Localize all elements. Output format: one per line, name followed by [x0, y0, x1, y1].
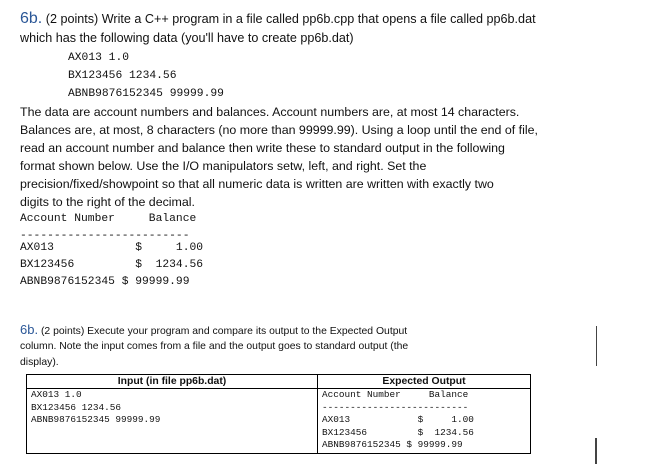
output-line: BX123456 $ 1234.56 — [322, 426, 474, 438]
data-line: ABNB9876152345 99999.99 — [68, 88, 224, 100]
body-line: read an account number and balance then write these to standard output in the following — [20, 141, 505, 155]
question-number: 6b. — [20, 10, 43, 27]
output-line: ABNB9876152345 $ 99999.99 — [322, 439, 463, 450]
question-heading-line — [20, 322, 407, 340]
data-line: BX123456 1234.56 — [68, 70, 177, 82]
body-line: digits to the right of the decimal. — [20, 195, 195, 209]
input-column-header: Input (in file pp6b.dat) — [27, 375, 318, 389]
input-line: BX123456 1234.56 — [31, 401, 122, 413]
input-line: ABNB9876152345 99999.99 — [31, 414, 161, 425]
question-line-1: (2 points) Write a C++ program in a file called pp6b.cpp that opens a file called pp6b.dat — [45, 12, 536, 26]
input-line: AX013 1.0 — [31, 389, 82, 400]
question-line-2: column. Note the input comes from a file and the output goes to standard output (the — [20, 341, 409, 352]
body-line: precision/fixed/showpoint so that all numeric data is written are written with exactly two — [20, 177, 494, 191]
body-line: format shown below. Use the I/O manipulators setw, left, and right. Set the — [20, 159, 427, 173]
question-line-3: display). — [20, 357, 59, 368]
io-table — [26, 374, 531, 454]
question-line-2: which has the following data (you'll have to create pp6b.dat) — [20, 31, 354, 45]
edge-divider — [595, 438, 597, 464]
question-heading-line — [20, 10, 536, 28]
input-cell — [27, 389, 318, 454]
edge-divider — [596, 326, 597, 366]
sample-separator: ------------------------- — [20, 230, 190, 242]
output-line: AX013 $ 1.00 — [322, 414, 474, 425]
output-column-header: Expected Output — [318, 375, 531, 389]
sample-row: AX013 $ 1.00 — [20, 242, 204, 254]
body-line: The data are account numbers and balances. Account numbers are, at most 14 characters. — [20, 105, 520, 119]
sample-row: ABNB9876152345 $ 99999.99 — [20, 276, 190, 288]
body-line: Balances are, at most, 8 characters (no more than 99999.99). Using a loop until the end of file, — [20, 123, 538, 137]
question-line-1: (2 points) Execute your program and compare its output to the Expected Output — [40, 326, 408, 337]
question-number: 6b. — [20, 322, 39, 337]
output-cell — [318, 389, 531, 454]
data-line: AX013 1.0 — [68, 52, 130, 64]
output-line: -------------------------- — [322, 401, 469, 413]
sample-row: BX123456 $ 1234.56 — [20, 259, 204, 271]
output-line: Account Number Balance — [322, 389, 469, 400]
sample-header: Account Number Balance — [20, 213, 197, 225]
